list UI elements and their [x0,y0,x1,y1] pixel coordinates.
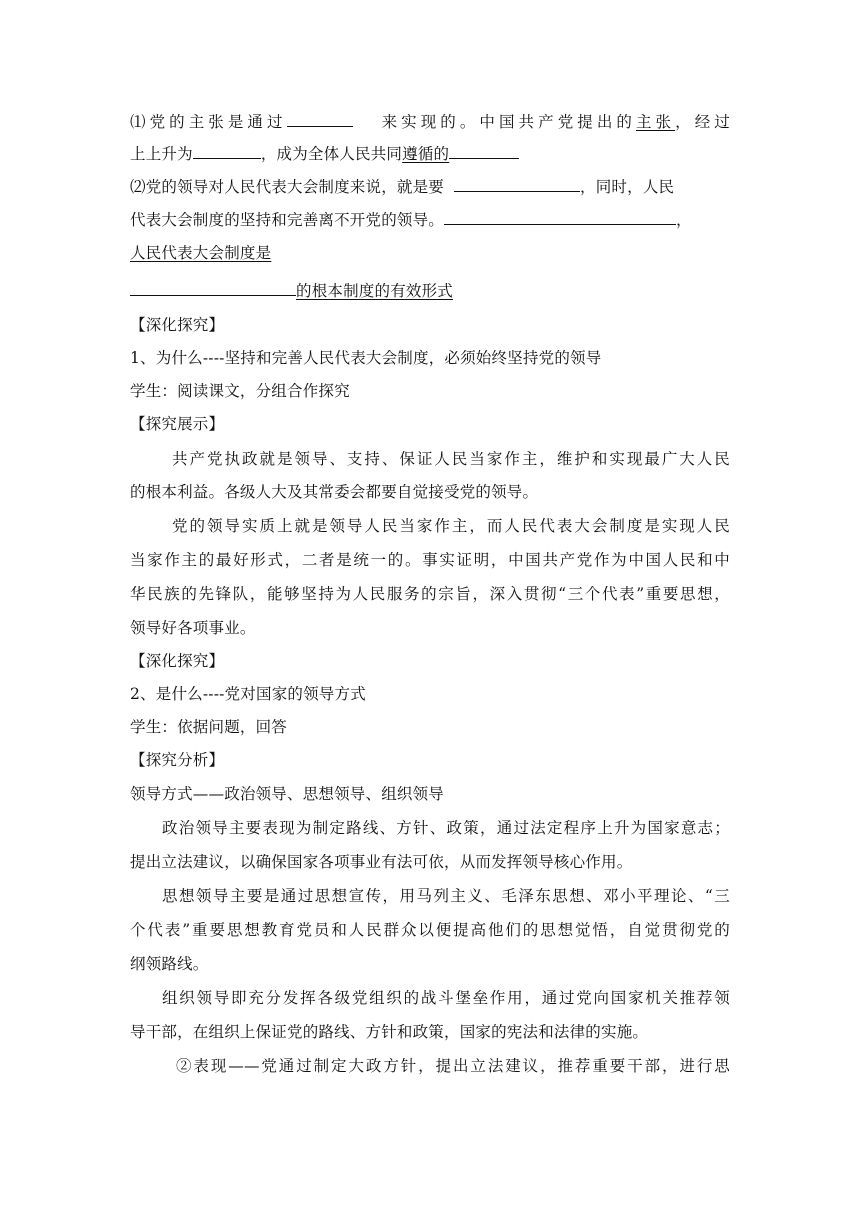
student-instruction-2: 学生：依据问题，回答 [130,718,288,736]
section-heading-deepen-inquiry-2: 【深化探究】 [130,652,225,670]
answer-blank[interactable] [454,176,580,192]
section-heading-inquiry-analysis: 【探究分析】 [130,751,225,769]
paragraph-line: 思想领导主要是通过思想宣传，用马列主义、毛泽东思想、邓小平理论、“三 [162,887,730,905]
text-segment: ， [676,211,692,229]
answer-blank[interactable] [287,111,353,127]
paragraph-line: 导干部，在组织上保证党的路线、方针和政策，国家的宪法和法律的实施。 [130,1023,649,1041]
fill-in-question-2-line-2 [130,209,730,231]
answer-blank[interactable] [449,143,519,159]
paragraph-line: 党的领导实质上就是领导人民当家作主，而人民代表大会制度是实现人民 [172,517,730,535]
text-segment: ，同时，人民 [580,178,675,196]
text-segment: ，成为全体人民共同 [260,145,403,163]
section-heading-deepen-inquiry: 【深化探究】 [130,316,225,334]
answer-blank[interactable] [193,143,261,159]
paragraph-line: 个代表”重要思想教育党员和人民群众以便提高他们的思想觉悟，自觉贯彻党的 [130,921,730,939]
underlined-text: 的根本制度的有效形式 [296,282,454,300]
text-segment: ⑵党的领导对人民代表大会制度来说，就是要 [130,178,445,196]
leadership-methods-summary: 领导方式——政治领导、思想领导、组织领导 [130,785,445,803]
inquiry-question-1: 1、为什么----坚持和完善人民代表大会制度，必须始终坚持党的领导 [130,349,602,367]
fill-in-question-2-line-3 [130,242,730,264]
student-instruction: 学生：阅读课文，分组合作探究 [130,382,350,400]
paragraph-line: 组织领导即充分发挥各级党组织的战斗堡垒作用，通过党向国家机关推荐领 [162,989,730,1007]
paragraph-line: 纲领路线。 [130,955,209,973]
text-segment: 来实现的。中国共产党提出的 [381,113,636,131]
paragraph-line: 当家作主的最好形式，二者是统一的。事实证明，中国共产党作为中国人民和中 [130,551,730,569]
text-segment: 上上升为 [130,145,193,163]
underlined-text: 人民代表大会制度是 [130,244,272,262]
section-heading-inquiry-display: 【探究展示】 [130,415,225,433]
paragraph-line: 共产党执政就是领导、支持、保证人民当家作主，维护和实现最广大人民 [172,450,730,468]
paragraph-line: 华民族的先锋队，能够坚持为人民服务的宗旨，深入贯彻“三个代表”重要思想， [130,585,730,603]
paragraph-line: 的根本利益。各级人大及其常委会都要自觉接受党的领导。 [130,483,539,501]
answer-blank[interactable] [444,209,676,225]
text-segment: ，经过 [675,113,730,131]
fill-in-question-2-line-1 [130,176,730,198]
paragraph-line: 领导好各项事业。 [130,619,256,637]
paragraph-line: 政治领导主要表现为制定路线、方针、政策，通过法定程序上升为国家意志； [162,819,730,837]
answer-blank[interactable] [130,280,296,296]
inquiry-question-2: 2、是什么----党对国家的领导方式 [130,685,366,703]
text-segment: 代表大会制度的坚持和完善离不开党的领导。 [130,211,445,229]
paragraph-line: 提出立法建议，以确保国家各项事业有法可依，从而发挥领导核心作用。 [130,853,633,871]
text-segment: ⑴党的主张是通过 [130,113,287,131]
paragraph-line: ②表现——党通过制定大政方针，提出立法建议，推荐重要干部，进行思 [176,1057,730,1075]
fill-in-question-1-line-2 [130,143,730,165]
fill-in-question-1-line-1 [130,111,730,133]
fill-in-question-2-line-4 [130,280,730,302]
underlined-text: 遵循的 [402,145,450,163]
underlined-text: 主张 [635,113,676,131]
